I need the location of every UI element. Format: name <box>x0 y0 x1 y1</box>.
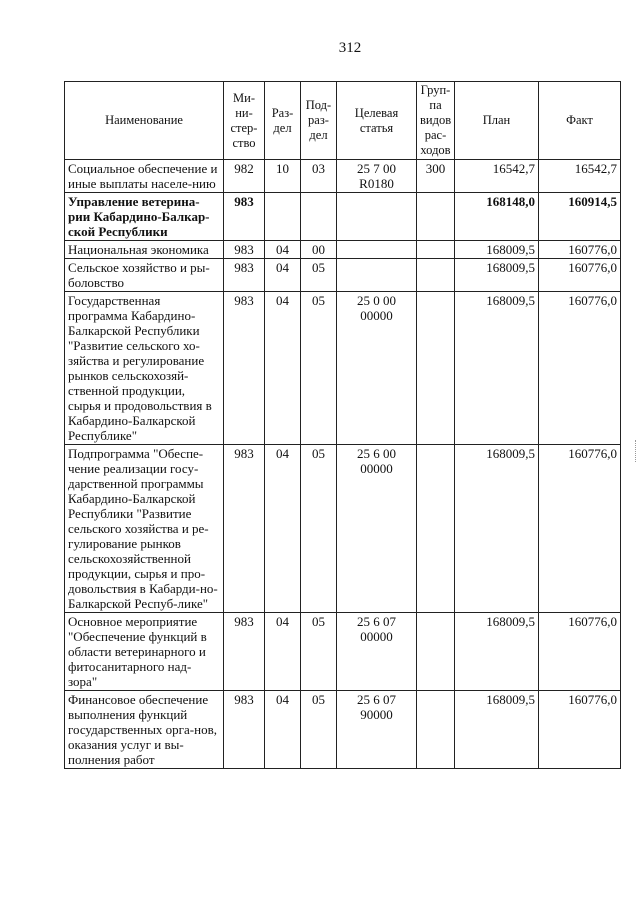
cell-expense-group <box>417 259 455 292</box>
cell-subsection: 05 <box>301 292 337 445</box>
cell-subsection: 03 <box>301 160 337 193</box>
header-row <box>65 82 621 160</box>
cell-ministry: 983 <box>224 691 265 769</box>
table-row <box>65 193 621 241</box>
cell-name: Основное мероприятие "Обеспечение функций в области ветеринарного и фитосанитарного над-зора" <box>65 613 224 691</box>
cell-target-item <box>337 193 417 241</box>
cell-fact: 160776,0 <box>539 691 621 769</box>
cell-expense-group <box>417 241 455 259</box>
cell-expense-group: 300 <box>417 160 455 193</box>
cell-section: 04 <box>265 445 301 613</box>
cell-expense-group <box>417 193 455 241</box>
cell-fact: 160776,0 <box>539 259 621 292</box>
cell-target-item: 25 0 00 00000 <box>337 292 417 445</box>
cell-fact: 160776,0 <box>539 292 621 445</box>
header-expense-group: Груп- па видов рас- ходов <box>417 82 455 160</box>
header-plan: План <box>455 82 539 160</box>
cell-expense-group <box>417 292 455 445</box>
cell-expense-group <box>417 445 455 613</box>
cell-subsection: 00 <box>301 241 337 259</box>
cell-subsection: 05 <box>301 445 337 613</box>
cell-plan: 168009,5 <box>455 445 539 613</box>
cell-target-item: 25 6 00 00000 <box>337 445 417 613</box>
header-section: Раз- дел <box>265 82 301 160</box>
table-row <box>65 445 621 613</box>
cell-name: Социальное обеспечение и иные выплаты населе-нию <box>65 160 224 193</box>
cell-section: 04 <box>265 691 301 769</box>
cell-ministry: 983 <box>224 292 265 445</box>
scan-artifact <box>635 440 638 462</box>
cell-fact: 160776,0 <box>539 613 621 691</box>
cell-subsection <box>301 193 337 241</box>
cell-name: Сельское хозяйство и ры-боловство <box>65 259 224 292</box>
cell-subsection: 05 <box>301 613 337 691</box>
cell-ministry: 982 <box>224 160 265 193</box>
cell-plan: 168009,5 <box>455 259 539 292</box>
cell-plan: 16542,7 <box>455 160 539 193</box>
header-ministry: Ми- ни- стер- ство <box>224 82 265 160</box>
cell-section: 10 <box>265 160 301 193</box>
header-name: Наименование <box>65 82 224 160</box>
cell-target-item <box>337 241 417 259</box>
cell-ministry: 983 <box>224 241 265 259</box>
cell-fact: 160776,0 <box>539 445 621 613</box>
cell-plan: 168009,5 <box>455 613 539 691</box>
cell-ministry: 983 <box>224 445 265 613</box>
table-row <box>65 259 621 292</box>
cell-target-item <box>337 259 417 292</box>
cell-plan: 168009,5 <box>455 241 539 259</box>
cell-section: 04 <box>265 613 301 691</box>
cell-subsection: 05 <box>301 259 337 292</box>
cell-ministry: 983 <box>224 259 265 292</box>
cell-plan: 168009,5 <box>455 292 539 445</box>
cell-plan: 168148,0 <box>455 193 539 241</box>
cell-section: 04 <box>265 241 301 259</box>
table-row <box>65 160 621 193</box>
cell-name: Подпрограмма "Обеспе-чение реализации госу-дарственной программы Кабардино-Балкарской Республики "Развитие сельского хозяйства и ре-гулирование рынков сельскохозяйственной продукции, сырья и про-довольствия в Кабарди-но-Балкарской Респуб-лике" <box>65 445 224 613</box>
cell-target-item: 25 6 07 00000 <box>337 613 417 691</box>
cell-section: 04 <box>265 292 301 445</box>
cell-section: 04 <box>265 259 301 292</box>
cell-ministry: 983 <box>224 613 265 691</box>
page-number: 312 <box>338 40 362 56</box>
cell-name: Управление ветерина-рии Кабардино-Балкар-ской Республики <box>65 193 224 241</box>
cell-fact: 16542,7 <box>539 160 621 193</box>
header-fact: Факт <box>539 82 621 160</box>
cell-ministry: 983 <box>224 193 265 241</box>
cell-expense-group <box>417 691 455 769</box>
cell-section <box>265 193 301 241</box>
cell-fact: 160776,0 <box>539 241 621 259</box>
header-target-item: Целевая статья <box>337 82 417 160</box>
table-row <box>65 613 621 691</box>
cell-expense-group <box>417 613 455 691</box>
cell-fact: 160914,5 <box>539 193 621 241</box>
header-subsection: Под- раз- дел <box>301 82 337 160</box>
cell-name: Государственная программа Кабардино-Балкарской Республики "Развитие сельского хо-зяйства и регулирование рынков сельскохозяй-ственной продукции, сырья и продовольствия в Кабардино-Балкарской Республике" <box>65 292 224 445</box>
cell-name: Национальная экономика <box>65 241 224 259</box>
cell-plan: 168009,5 <box>455 691 539 769</box>
cell-target-item: 25 7 00 R0180 <box>337 160 417 193</box>
table-row <box>65 691 621 769</box>
cell-subsection: 05 <box>301 691 337 769</box>
table-row <box>65 292 621 445</box>
table-row <box>65 241 621 259</box>
cell-name: Финансовое обеспечение выполнения функций государственных орга-нов, оказания услуг и вы-полнения работ <box>65 691 224 769</box>
cell-target-item: 25 6 07 90000 <box>337 691 417 769</box>
budget-table <box>64 81 621 769</box>
